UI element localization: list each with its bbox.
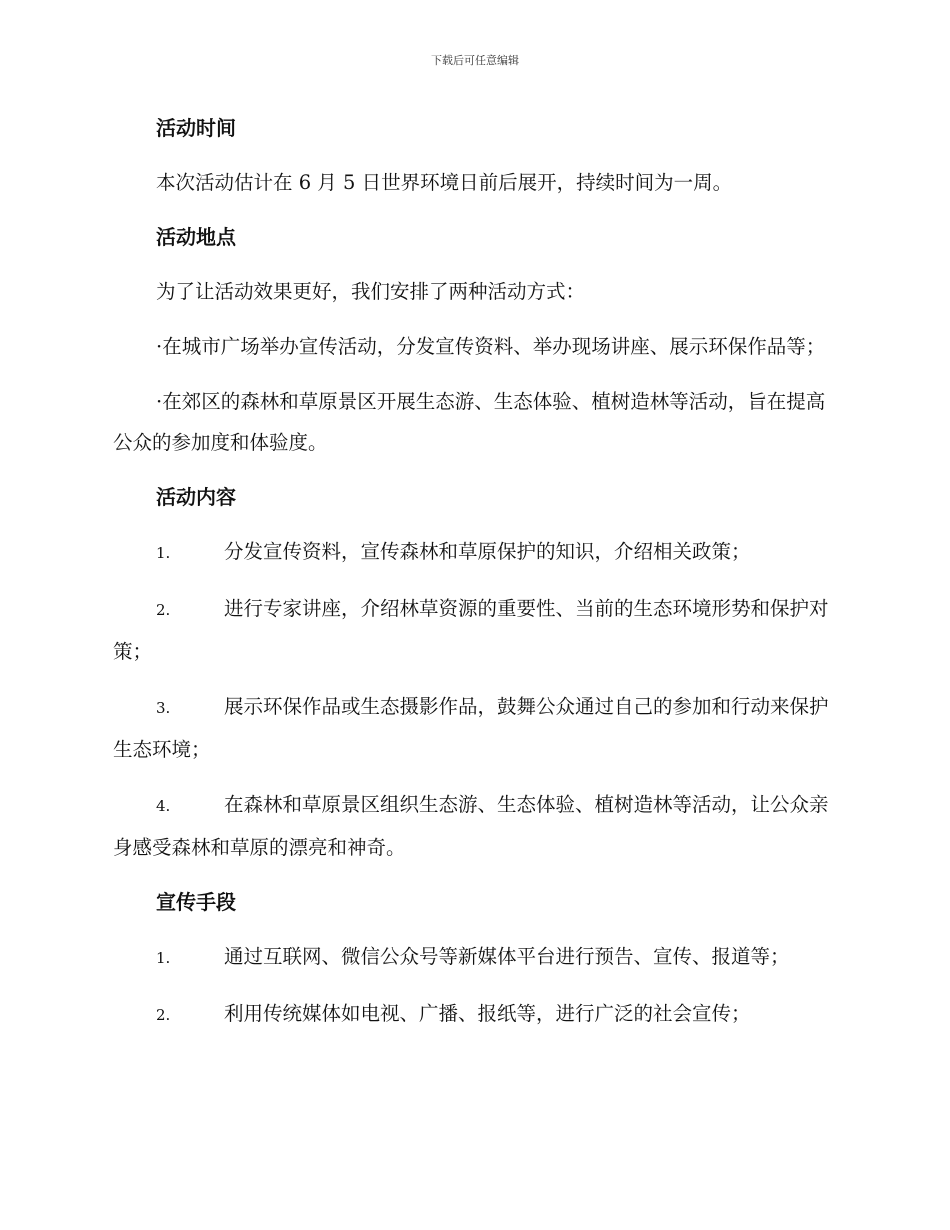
numbered-item: [113, 588, 838, 672]
bullet-dot: ·: [156, 390, 163, 413]
document-body: [113, 108, 838, 1050]
numbered-item: [113, 686, 838, 770]
section-heading-content: 活动内容: [156, 485, 236, 509]
section-heading-publicity: 宣传手段: [156, 890, 236, 914]
item-text: 展示环保作品或生态摄影作品，鼓舞公众通过自己的参加和行动来保护生态环境；: [113, 695, 829, 761]
item-text: 利用传统媒体如电视、广播、报纸等，进行广泛的社会宣传；: [224, 1002, 751, 1025]
section-paragraph-time: 本次活动估计在 6 月 5 日世界环境日前后展开，持续时间为一周。: [156, 171, 733, 194]
numbered-item: [113, 784, 838, 868]
item-text: 进行专家讲座，介绍林草资源的重要性、当前的生态环境形势和保护对策；: [113, 597, 829, 663]
section-heading-location: 活动地点: [156, 225, 236, 249]
item-text: 分发宣传资料，宣传森林和草原保护的知识，介绍相关政策；: [224, 540, 751, 563]
item-number: 2.: [156, 1006, 171, 1024]
item-number: 1.: [156, 949, 171, 967]
section-heading-time: 活动时间: [156, 116, 236, 140]
item-number: 2.: [156, 601, 171, 619]
item-number: 1.: [156, 544, 171, 562]
item-number: 3.: [156, 699, 171, 717]
bullet-text: 在城市广场举办宣传活动，分发宣传资料、举办现场讲座、展示环保作品等；: [162, 335, 826, 358]
bullet-text: 在郊区的森林和草原景区开展生态游、生态体验、植树造林等活动，旨在提高公众的参加度和体验度。: [113, 390, 826, 454]
numbered-item: [113, 993, 838, 1036]
page-header-note: 下载后可任意编辑: [431, 54, 519, 67]
numbered-item: [113, 936, 838, 979]
numbered-item: [113, 531, 838, 574]
item-text: 通过互联网、微信公众号等新媒体平台进行预告、宣传、报道等；: [224, 945, 790, 968]
section-paragraph-location: 为了让活动效果更好，我们安排了两种活动方式：: [156, 280, 586, 303]
bullet-item: [113, 326, 838, 367]
bullet-dot: ·: [156, 335, 163, 358]
bullet-item: [113, 381, 838, 463]
item-text: 在森林和草原景区组织生态游、生态体验、植树造林等活动，让公众亲身感受森林和草原的漂亮和神奇。: [113, 793, 829, 859]
item-number: 4.: [156, 797, 171, 815]
